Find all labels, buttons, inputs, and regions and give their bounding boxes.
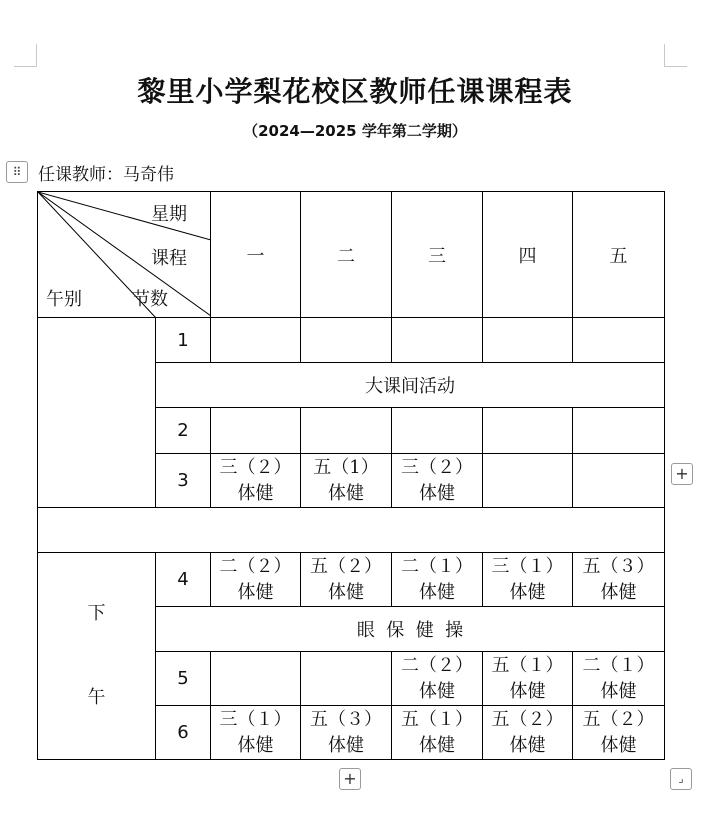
lesson-entry [211, 707, 300, 759]
schedule-cell[interactable] [483, 706, 573, 760]
schedule-cell[interactable] [211, 553, 301, 607]
add-column-button[interactable]: + [671, 463, 693, 485]
document-subtitle: （2024—2025 学年第二学期） [243, 122, 467, 140]
lesson-entry [573, 554, 664, 606]
page-corner-mark-right [664, 44, 687, 67]
day-header-fri: 五 [573, 192, 665, 318]
schedule-cell[interactable] [573, 553, 665, 607]
class-name: 二（１） [401, 555, 473, 577]
schedule-cell[interactable] [573, 408, 665, 454]
class-name: 三（２） [401, 456, 473, 478]
lesson-entry [573, 707, 664, 759]
class-name: 五（２） [491, 708, 564, 730]
schedule-cell[interactable] [211, 318, 301, 363]
class-name: 五（１） [491, 654, 564, 676]
class-name: 二（１） [582, 654, 655, 676]
table-row [38, 553, 665, 607]
subject-name: 体健 [419, 581, 455, 603]
lesson-entry [301, 707, 391, 759]
schedule-cell[interactable] [392, 706, 483, 760]
schedule-cell[interactable] [211, 408, 301, 454]
subject-name: 体健 [419, 734, 455, 756]
lesson-entry [211, 554, 300, 606]
subject-name: 体健 [600, 680, 637, 702]
class-name: 五（２） [582, 708, 655, 730]
class-name: 二（２） [401, 654, 473, 676]
subject-name: 体健 [237, 482, 274, 504]
afternoon-label-top: 下 [87, 603, 106, 624]
diagonal-header-cell [38, 192, 211, 318]
subject-name: 体健 [328, 581, 364, 603]
schedule-cell[interactable] [573, 652, 665, 706]
period-number: 3 [156, 454, 211, 508]
afternoon-label-bottom: 午 [87, 687, 106, 708]
schedule-cell[interactable] [392, 652, 483, 706]
afternoon-label-cell [38, 553, 156, 760]
schedule-cell[interactable] [301, 553, 392, 607]
schedule-cell[interactable] [301, 652, 392, 706]
lesson-entry [483, 707, 572, 759]
schedule-cell[interactable] [573, 454, 665, 508]
schedule-cell[interactable] [392, 318, 483, 363]
day-header-mon: 一 [211, 192, 301, 318]
header-course-label: 课程 [151, 248, 187, 269]
subject-name: 体健 [600, 581, 637, 603]
schedule-cell[interactable] [573, 706, 665, 760]
schedule-cell[interactable] [573, 318, 665, 363]
schedule-cell[interactable] [483, 553, 573, 607]
schedule-cell[interactable] [483, 318, 573, 363]
lesson-entry [483, 653, 572, 705]
lesson-entry [392, 707, 482, 759]
lesson-entry [573, 653, 664, 705]
class-name: 五（３） [310, 708, 382, 730]
lesson-entry [392, 554, 482, 606]
eye-exercise-row: 眼 保 健 操 [156, 607, 665, 652]
schedule-cell[interactable] [301, 706, 392, 760]
day-header-wed: 三 [392, 192, 483, 318]
period-number: 4 [156, 553, 211, 607]
subject-name: 体健 [509, 581, 546, 603]
class-name: 三（１） [219, 708, 292, 730]
big-recess-row: 大课间活动 [156, 363, 665, 408]
day-header-tue: 二 [301, 192, 392, 318]
period-number: 6 [156, 706, 211, 760]
subject-name: 体健 [328, 734, 364, 756]
class-name: 五（３） [582, 555, 655, 577]
schedule-cell[interactable] [211, 652, 301, 706]
schedule-cell[interactable] [483, 408, 573, 454]
schedule-table [37, 191, 665, 760]
schedule-cell[interactable] [301, 454, 392, 508]
table-row [38, 318, 665, 363]
subject-name: 体健 [237, 734, 274, 756]
lunch-break-row [38, 508, 665, 553]
schedule-cell[interactable] [392, 408, 483, 454]
document-title: 黎里小学梨花校区教师任课课程表 [137, 75, 573, 108]
class-name: 三（１） [491, 555, 564, 577]
class-name: 五（２） [310, 555, 382, 577]
period-number: 1 [156, 318, 211, 363]
class-name: 五（１） [401, 708, 473, 730]
schedule-cell[interactable] [392, 553, 483, 607]
schedule-cell[interactable] [483, 652, 573, 706]
morning-label-cell [38, 318, 156, 508]
schedule-cell[interactable] [211, 706, 301, 760]
subject-name: 体健 [509, 734, 546, 756]
class-name: 三（２） [219, 456, 292, 478]
subject-name: 体健 [600, 734, 637, 756]
schedule-cell[interactable] [211, 454, 301, 508]
class-name: 五（1） [313, 456, 379, 478]
schedule-cell[interactable] [301, 408, 392, 454]
table-resize-handle-icon[interactable]: ⌟ [670, 768, 692, 790]
day-header-thu: 四 [483, 192, 573, 318]
lesson-entry [392, 455, 482, 507]
table-move-handle-icon[interactable]: ⠿ [6, 161, 28, 183]
header-period-time-label: 午别 [46, 289, 82, 310]
period-number: 5 [156, 652, 211, 706]
page-corner-mark-left [14, 44, 37, 67]
period-number: 2 [156, 408, 211, 454]
subject-name: 体健 [419, 680, 455, 702]
lesson-entry [301, 554, 391, 606]
subject-name: 体健 [328, 482, 364, 504]
subject-name: 体健 [419, 482, 455, 504]
header-weekday-label: 星期 [151, 204, 187, 225]
lesson-entry [301, 455, 391, 507]
lesson-entry [392, 653, 482, 705]
subject-name: 体健 [237, 581, 274, 603]
schedule-cell[interactable] [301, 318, 392, 363]
teacher-label: 任课教师：马奇伟 [38, 165, 174, 185]
schedule-cell[interactable] [483, 454, 573, 508]
lesson-entry [483, 554, 572, 606]
subject-name: 体健 [509, 680, 546, 702]
class-name: 二（２） [219, 555, 292, 577]
lesson-entry [211, 455, 300, 507]
schedule-cell[interactable] [392, 454, 483, 508]
add-row-button[interactable]: + [339, 768, 361, 790]
header-period-no-label: 节数 [132, 289, 168, 310]
